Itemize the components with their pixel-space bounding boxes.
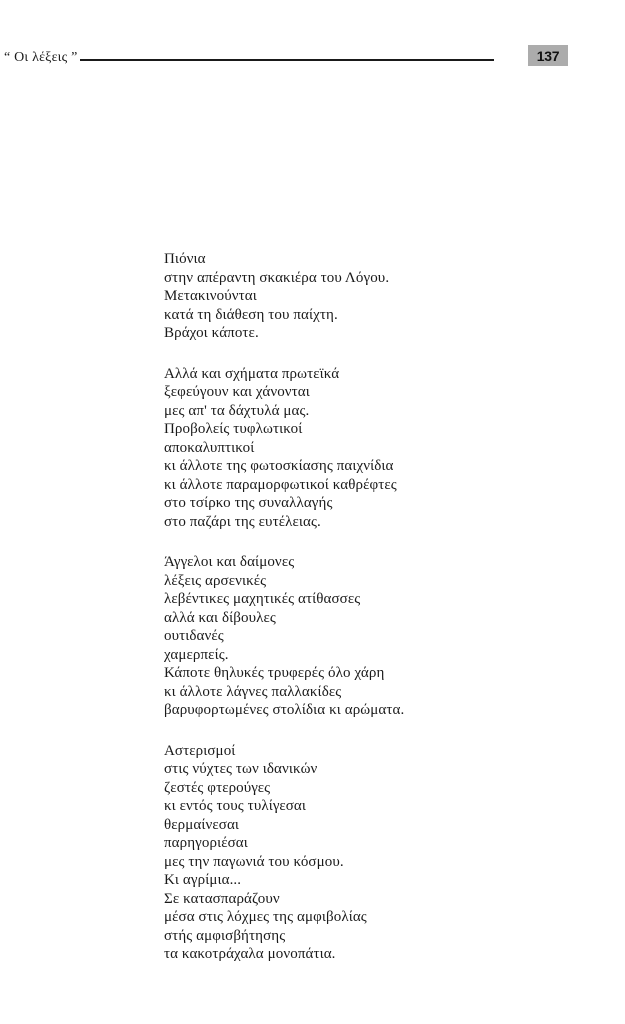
page-number: 137 [528,45,568,66]
poem [164,250,604,986]
poem-line: κι εντός τους τυλίγεσαι [164,798,307,814]
poem-line: αλλά και δίβουλες [164,609,276,626]
poem-stanza [164,742,604,964]
poem-line: παρηγοριέσαι [164,835,248,851]
poem-line: ζεστές φτερούγες [164,779,271,796]
poem-line: Μετακινούνται [164,288,257,304]
running-title: “ Οι λέξεις ” [4,50,78,65]
poem-line: στής αμφισβήτησης [164,927,286,944]
poem-line: Κι αγρίμια... [164,872,242,888]
poem-line: μες απ' τα δάχτυλά μας. [164,402,310,419]
poem-line: λεβέντικες μαχητικές ατίθασσες [164,591,361,607]
poem-line: Άγγελοι και δαίμονες [164,554,295,570]
header-rule [80,59,494,61]
page-header [0,44,625,70]
poem-line: Βράχοι κάποτε. [164,325,259,341]
poem-line: χαμερπείς. [164,646,229,663]
poem-line: ξεφεύγουν και χάνονται [164,384,310,400]
poem-line: αποκαλυπτικοί [164,439,255,456]
poem-line: κι άλλοτε λάγνες παλλακίδες [164,683,342,700]
poem-stanza [164,365,604,532]
poem-line: μέσα στις λόχμες της αμφιβολίας [164,909,367,925]
poem-line: Αλλά και σχήματα πρωτεϊκά [164,365,340,382]
poem-line: κι άλλοτε παραμορφωτικοί καθρέφτες [164,476,397,493]
poem-line: κι άλλοτε της φωτοσκίασης παιχνίδια [164,458,394,474]
poem-line: Κάποτε θηλυκές τρυφερές όλο χάρη [164,665,385,681]
poem-stanza [164,250,604,343]
poem-line: στην απέραντη σκακιέρα του Λόγου. [164,269,390,286]
poem-line: λέξεις αρσενικές [164,572,267,589]
poem-line: κατά τη διάθεση του παίχτη. [164,306,338,323]
poem-line: ουτιδανές [164,628,224,644]
poem-line: θερμαίνεσαι [164,816,240,833]
poem-line: Σε κατασπαράζουν [164,890,280,907]
poem-line: Πιόνια [164,251,206,267]
poem-line: στο παζάρι της ευτέλειας. [164,513,321,530]
poem-line: τα κακοτράχαλα μονοπάτια. [164,946,336,962]
poem-line: βαρυφορτωμένες στολίδια κι αρώματα. [164,702,405,718]
poem-line: μες την παγωνιά του κόσμου. [164,853,344,870]
poem-line: στις νύχτες των ιδανικών [164,761,318,777]
poem-line: στο τσίρκο της συναλλαγής [164,495,333,511]
poem-line: Προβολείς τυφλωτικοί [164,421,303,437]
poem-stanza [164,553,604,720]
poem-line: Αστερισμοί [164,742,236,759]
